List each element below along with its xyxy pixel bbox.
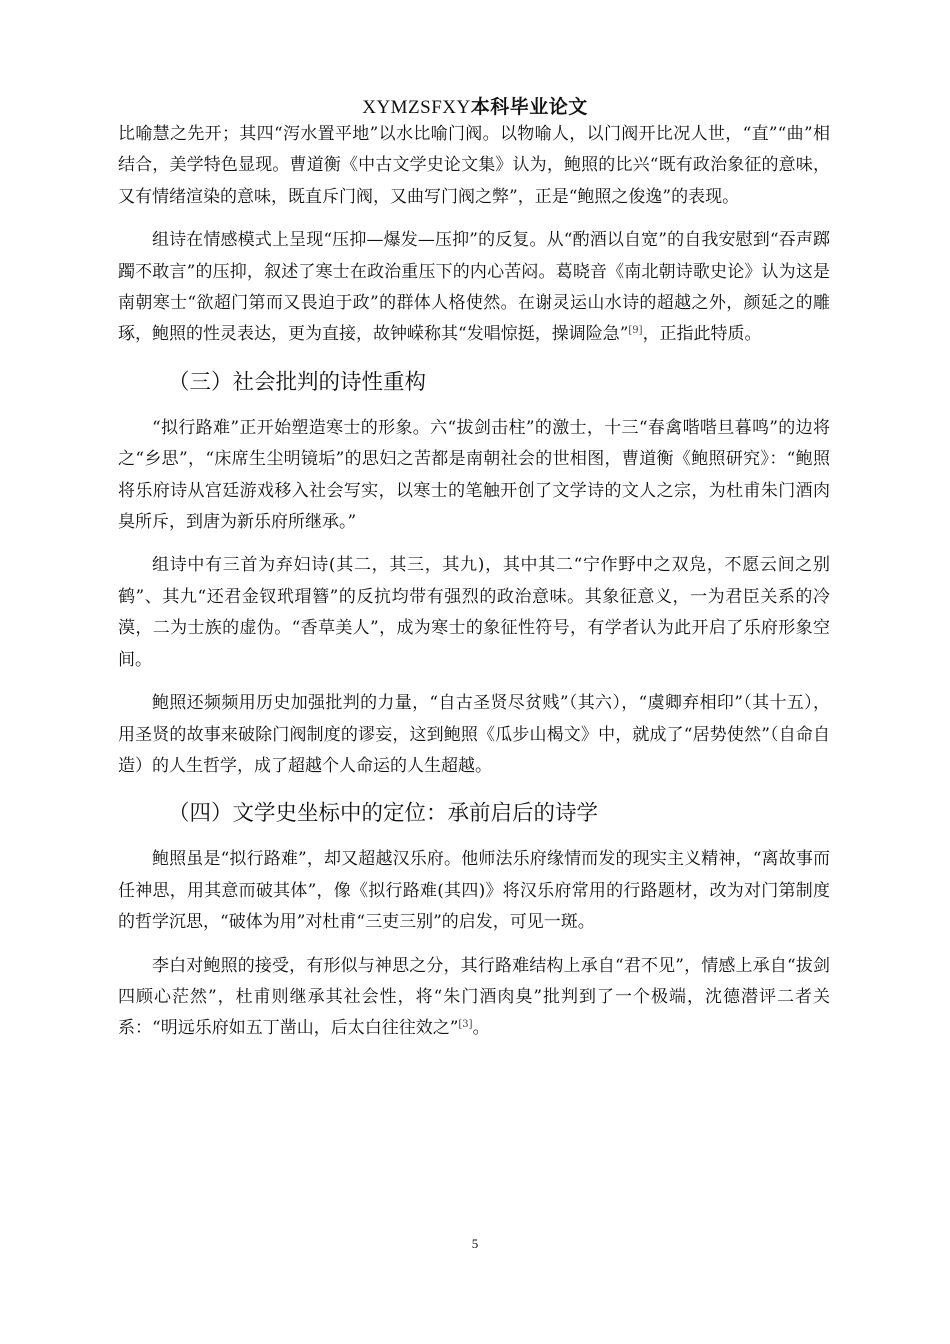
paragraph-7-text: 李白对鲍照的接受，有形似与神思之分，其行路难结构上承自“君不见”，情感上承自“拔剑四顾心茫然”，杜甫则继承其社会性，将“朱门酒肉臭”批判到了一个极端，沈德潜评二者关系：“明远乐府如五丁凿山，后太白往往效之”	[118, 955, 830, 1039]
page-header	[0, 92, 950, 119]
paragraph-2-tail: ，正指此特质。	[642, 324, 762, 345]
paragraph-6: 鲍照虽是“拟行路难”，却又超越汉乐府。他师法乐府缘情而发的现实主义精神，“离故事而任神思，用其意而破其体”，像《拟行路难(其四)》将汉乐府常用的行路题材，改为对门第制度的哲学沉思，“破体为用”对杜甫“三吏三别”的启发，可见一斑。	[118, 849, 830, 933]
document-body	[118, 119, 830, 1057]
paragraph-2-text: 组诗在情感模式上呈现“压抑—爆发—压抑”的反复。从“酌酒以自宽”的自我安慰到“吞声踯躅不敢言”的压抑，叙述了寒士在政治重压下的内心苦闷。葛晓音《南北朝诗歌史论》认为这是南朝寒士“欲超门第而又畏迫于政”的群体人格使然。在谢灵运山水诗的超越之外，颜延之的雕琢，鲍照的性灵表达，更为直接，故钟嵘称其“发唱惊挺，操调险急”	[118, 230, 830, 345]
paragraph-3: “拟行路难”正开始塑造寒士的形象。六“拔剑击柱”的激士，十三“春禽喈喈旦暮鸣”的边将之“乡思”，“床席生尘明镜垢”的思妇之苦都是南朝社会的世相图，曹道衡《鲍照研究》：“鲍照将乐府诗从宫廷游戏移入社会写实，以寒士的笔触开创了文学诗的文人之宗，为杜甫朱门酒肉臭所斥，到唐为新乐府所继承。”	[118, 417, 830, 533]
section-heading-4: （四）文学史坐标中的定位：承前启后的诗学	[168, 801, 599, 827]
citation-3: [3]	[458, 1019, 473, 1031]
paragraph-4: 组诗中有三首为弃妇诗(其二，其三，其九)，其中其二“宁作野中之双凫，不愿云间之别鹤”、其九“还君金钗玳瑁簪”的反抗均带有强烈的政治意味。其象征意义，一为君臣关系的冷漠，二为士族的虚伪。“香草美人”，成为寒士的象征性符号，有学者认为此开启了乐府形象空间。	[118, 555, 830, 670]
page-number: 5	[471, 1236, 479, 1251]
paragraph-2	[118, 225, 830, 351]
paragraph-7	[118, 951, 830, 1045]
section-heading-3: （三）社会批判的诗性重构	[168, 369, 427, 395]
header-title: 本科毕业论文	[470, 96, 588, 118]
paragraph-1: 比喻慧之先开；其四“泻水置平地”以水比喻门阀。以物喻人，以门阀开比况人世，“直”“曲”相结合，美学特色显现。曹道衡《中古文学史论文集》认为，鲍照的比兴“既有政治象征的意味，又有情绪渲染的意味，既直斥门阀，又曲写门阀之弊”，正是“鲍照之俊逸”的表现。	[118, 124, 830, 207]
citation-9: [9]	[628, 325, 643, 337]
header-latin: XYMZSFXY	[362, 97, 471, 118]
paragraph-5: 鲍照还频频用历史加强批判的力量，“自古圣贤尽贫贱”（其六），“虞卿弃相印”（其十五），用圣贤的故事来破除门阀制度的谬妄，这到鲍照《瓜步山楬文》中，就成了“居势使然”（自命自造）的人生哲学，成了超越个人命运的人生超越。	[118, 693, 830, 776]
paragraph-7-tail: 。	[472, 1018, 490, 1039]
